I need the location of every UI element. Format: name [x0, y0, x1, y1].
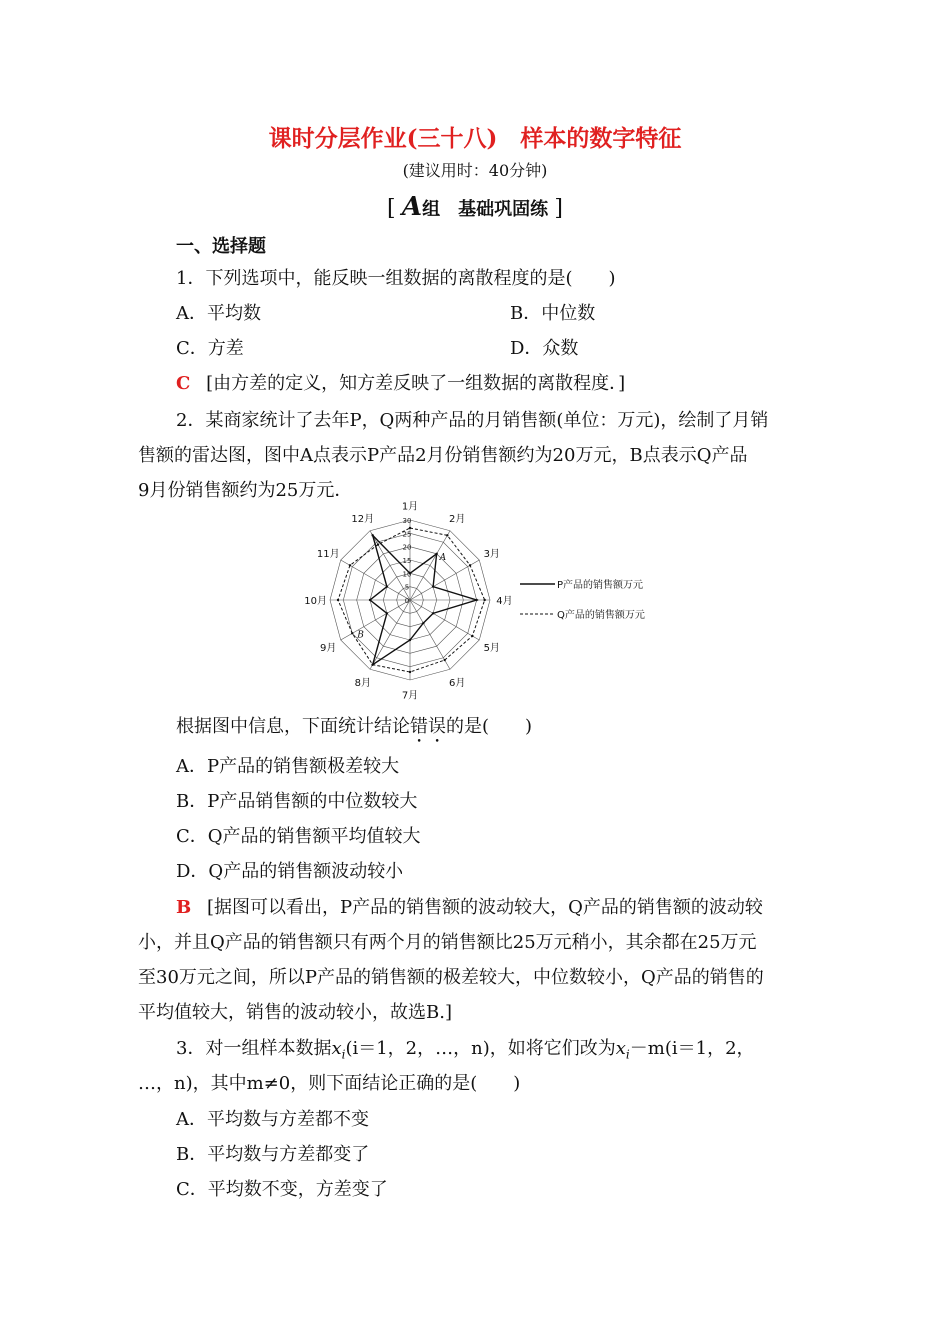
legend-label: P产品的销售额万元 [557, 580, 644, 591]
data-point [369, 599, 371, 601]
month-label: 4月 [496, 596, 513, 607]
month-label: 12月 [351, 514, 375, 526]
data-point [349, 564, 351, 566]
bracket-right: ] [554, 196, 563, 221]
q3-stem-line1 [176, 1034, 755, 1062]
q1-option-a: A．平均数 [176, 303, 261, 324]
q1-answer: C [176, 373, 191, 394]
q3-x2: x [615, 1038, 626, 1059]
data-point [432, 612, 434, 614]
month-label: 2月 [449, 514, 466, 526]
data-point [471, 635, 473, 637]
month-label: 9月 [320, 643, 337, 655]
q2-option-c: C．Q产品的销售额平均值较大 [176, 826, 421, 847]
tick-label: 20 [402, 543, 412, 552]
q2-stem-line1: 2．某商家统计了去年P，Q两种产品的月销售额(单位：万元)，绘制了月销 [176, 410, 769, 431]
data-point [443, 659, 445, 661]
q2-answer: B [176, 897, 192, 918]
q1-option-d: D．众数 [510, 338, 579, 359]
q2-option-d: D．Q产品的销售额波动较小 [176, 861, 404, 882]
q3-option-c: C．平均数不变，方差变了 [176, 1179, 388, 1200]
q2-explain-l4: 平均值较大，销售的波动较小，故选B.] [138, 1002, 452, 1023]
month-label: 8月 [354, 677, 371, 689]
grid-spoke [341, 600, 410, 640]
data-point [409, 671, 411, 673]
data-point [337, 599, 339, 601]
point-label-b: B [357, 630, 364, 641]
q2-question-post: 的是( ) [446, 716, 533, 737]
month-label: 6月 [449, 677, 466, 689]
data-point [371, 663, 373, 665]
data-point [409, 527, 411, 529]
data-point [446, 534, 448, 536]
q1-explain: [由方差的定义，知方差反映了一组数据的离散程度．] [206, 373, 626, 394]
legend-label: Q产品的销售额万元 [557, 610, 645, 621]
section-heading: 一、选择题 [176, 236, 266, 257]
radar-chart [304, 501, 690, 702]
data-point [371, 534, 373, 536]
month-label: 1月 [401, 501, 419, 513]
grid-spoke [370, 600, 410, 669]
q2-question-pre: 根据图中信息，下面统计结论 [176, 716, 410, 737]
q2-stem-line3: 9月份销售额约为25万元． [138, 480, 353, 501]
grid-spoke [410, 600, 479, 640]
q2-solution-line1 [176, 893, 763, 919]
q3-sub1: i [341, 1047, 346, 1062]
month-label: 7月 [401, 690, 419, 702]
data-point [351, 632, 353, 634]
tick-label: 15 [402, 557, 412, 565]
tick-label: 10 [402, 570, 412, 579]
q3-l1c: －m(i＝1，2， [629, 1038, 755, 1059]
month-label: 10月 [304, 596, 327, 607]
data-point [377, 543, 379, 545]
q2-option-b: B．P产品销售额的中位数较大 [176, 791, 418, 812]
group-label: 组 基础巩固练 [422, 199, 549, 220]
q3-stem-line2: …，n)，其中m≠0，则下面结论正确的是( ) [138, 1073, 521, 1094]
q2-stem-line2: 售额的雷达图，图中A点表示P产品2月份销售额约为20万元，B点表示Q产品 [138, 445, 748, 466]
q1-solution [176, 369, 625, 395]
group-letter: A [401, 192, 423, 222]
data-point [386, 612, 388, 614]
data-point [435, 553, 437, 555]
radar-legend [520, 578, 645, 621]
q1-stem: 1．下列选项中，能反映一组数据的离散程度的是( ) [176, 268, 616, 289]
month-label: 11月 [316, 548, 340, 560]
q3-l1a: 3．对一组样本数据 [176, 1038, 332, 1059]
group-heading [0, 192, 950, 222]
q2-explain-l1: [据图可以看出，P产品的销售额的波动较大，Q产品的销售额的波动较 [206, 897, 763, 918]
q3-option-a: A．平均数与方差都不变 [176, 1109, 369, 1130]
point-label-a: A [439, 552, 447, 563]
q1-option-b: B．中位数 [510, 303, 596, 324]
q2-explain-l2: 小，并且Q产品的销售额只有两个月的销售额比25万元稍小，其余都在25万元 [138, 932, 757, 953]
q3-option-b: B．平均数与方差都变了 [176, 1144, 370, 1165]
q2-question-emph: 错误 [410, 716, 446, 737]
q3-sub2: i [625, 1047, 630, 1062]
q2-explain-l3: 至30万元之间，所以P产品的销售额的极差较大，中位数较小，Q产品的销售的 [138, 967, 764, 988]
data-point [386, 585, 388, 587]
data-point [422, 622, 424, 624]
data-point [409, 639, 411, 641]
month-label: 5月 [483, 643, 500, 655]
tick-label: 25 [402, 530, 412, 539]
q2-option-a: A．P产品的销售额极差较大 [176, 756, 400, 777]
data-point [469, 564, 471, 566]
page-title: 课时分层作业(三十八) 样本的数字特征 [268, 125, 682, 152]
q2-question [176, 712, 532, 747]
tick-label: 30 [402, 517, 412, 525]
data-point [432, 585, 434, 587]
month-label: 3月 [483, 548, 500, 560]
data-point [483, 599, 485, 601]
q1-option-c: C．方差 [176, 338, 244, 359]
q3-l1b: (i＝1，2，…，n)，如将它们改为 [345, 1038, 616, 1059]
time-hint: (建议用时：40分钟) [402, 161, 548, 180]
grid-spoke [341, 560, 410, 600]
q3-x1: x [331, 1038, 342, 1059]
tick-label: 0 [404, 597, 410, 605]
data-point [475, 599, 477, 601]
bracket-left: [ [387, 196, 396, 221]
tick-label: 5 [404, 583, 410, 592]
